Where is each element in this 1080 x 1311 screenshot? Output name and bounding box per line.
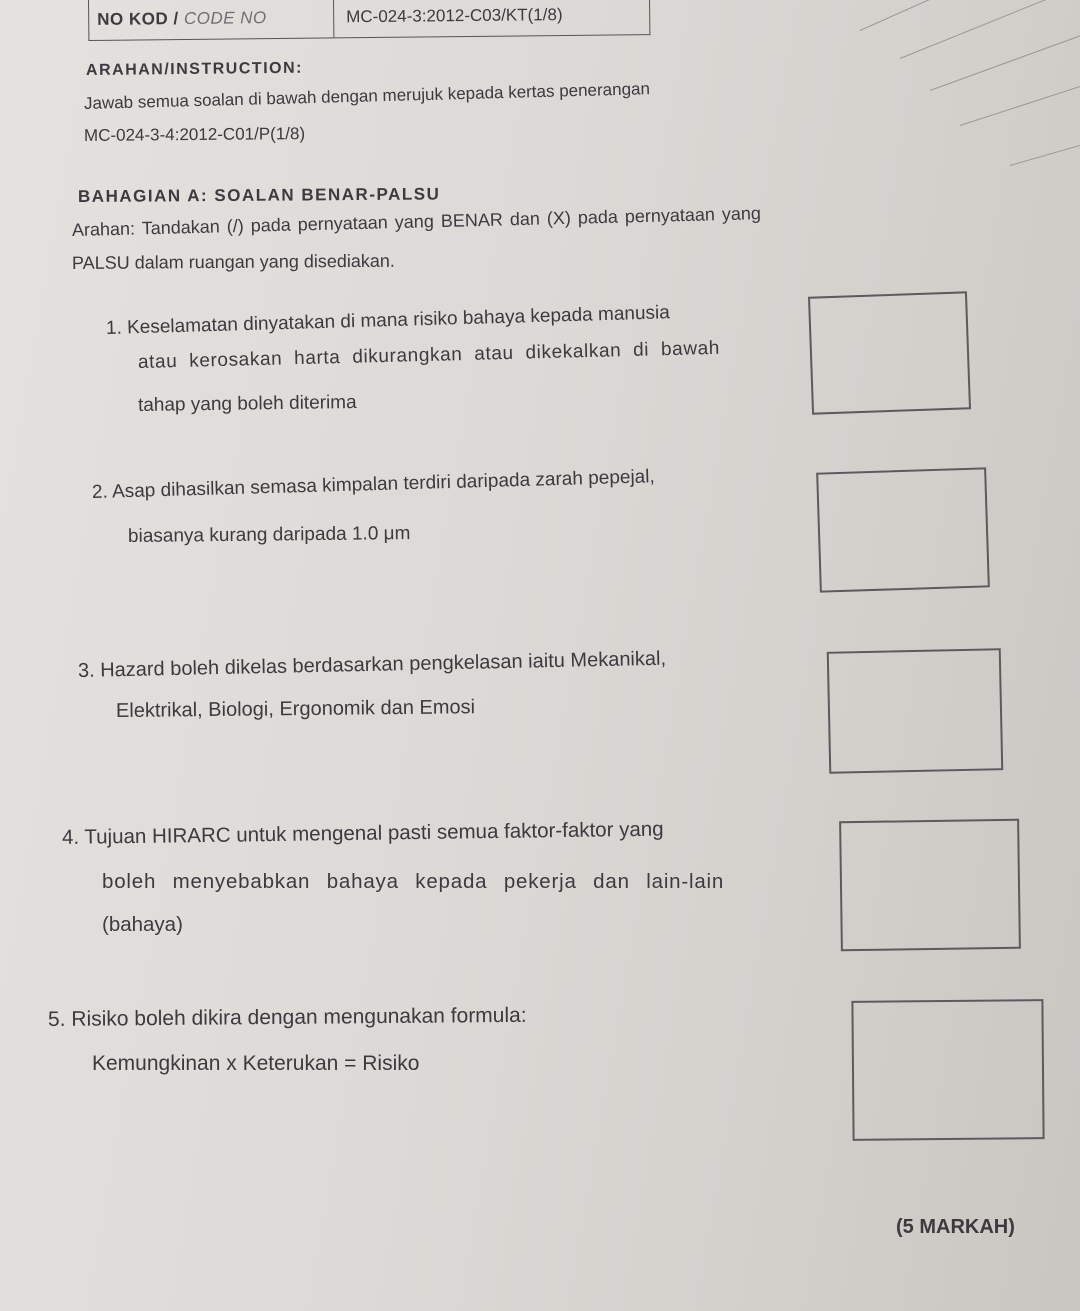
code-label-bold: NO KOD / xyxy=(97,9,179,29)
question-3-line-1: 3. Hazard boleh dikelas berdasarkan pengkelasan iaitu Mekanikal, xyxy=(77,647,667,682)
question-2-line-1: 2. Asap dihasilkan semasa kimpalan terdiri daripada zarah pepejal, xyxy=(91,466,656,503)
answer-box-2[interactable] xyxy=(816,467,990,592)
question-1-line-3: tahap yang boleh diterima xyxy=(137,391,357,416)
code-number-box xyxy=(88,0,650,41)
answer-box-5[interactable] xyxy=(851,999,1044,1141)
question-2-line-2: biasanya kurang daripada 1.0 μm xyxy=(127,523,411,547)
total-marks: (5 MARKAH) xyxy=(896,1216,1015,1238)
answer-box-1[interactable] xyxy=(808,291,971,414)
question-5-line-2: Kemungkinan x Keterukan = Risiko xyxy=(92,1052,420,1075)
code-label-muted: CODE NO xyxy=(183,8,267,28)
instruction-title: ARAHAN/INSTRUCTION: xyxy=(85,59,304,79)
question-5-line-1: 5. Risiko boleh dikira dengan mengunakan formula: xyxy=(47,1003,527,1031)
code-label xyxy=(89,0,334,40)
code-value: MC-024-3:2012-C03/KT(1/8) xyxy=(346,5,563,27)
section-title: BAHAGIAN A: SOALAN BENAR-PALSU xyxy=(77,184,441,206)
question-1-line-1: 1. Keselamatan dinyatakan di mana risiko bahaya kepada manusia xyxy=(105,302,671,339)
section-directions-line-1: Arahan: Tandakan (/) pada pernyataan yang BENAR dan (X) pada pernyataan yang xyxy=(71,203,762,240)
instruction-line-1: Jawab semua soalan di bawah dengan merujuk kepada kertas penerangan xyxy=(83,79,651,113)
instruction-line-2: MC-024-3-4:2012-C01/P(1/8) xyxy=(83,124,306,145)
question-3-line-2: Elektrikal, Biologi, Ergonomik dan Emosi xyxy=(115,696,476,722)
question-1-line-2: atau kerosakan harta dikurangkan atau dikekalkan di bawah xyxy=(137,337,721,373)
section-directions-line-2: PALSU dalam ruangan yang disediakan. xyxy=(71,250,395,273)
question-4-line-1: 4. Tujuan HIRARC untuk mengenal pasti semua faktor-faktor yang xyxy=(61,817,664,849)
answer-box-4[interactable] xyxy=(839,819,1021,952)
answer-box-3[interactable] xyxy=(827,648,1004,774)
question-4-line-3: (bahaya) xyxy=(102,913,183,936)
question-4-line-2: boleh menyebabkan bahaya kepada pekerja dan lain-lain xyxy=(102,870,725,893)
